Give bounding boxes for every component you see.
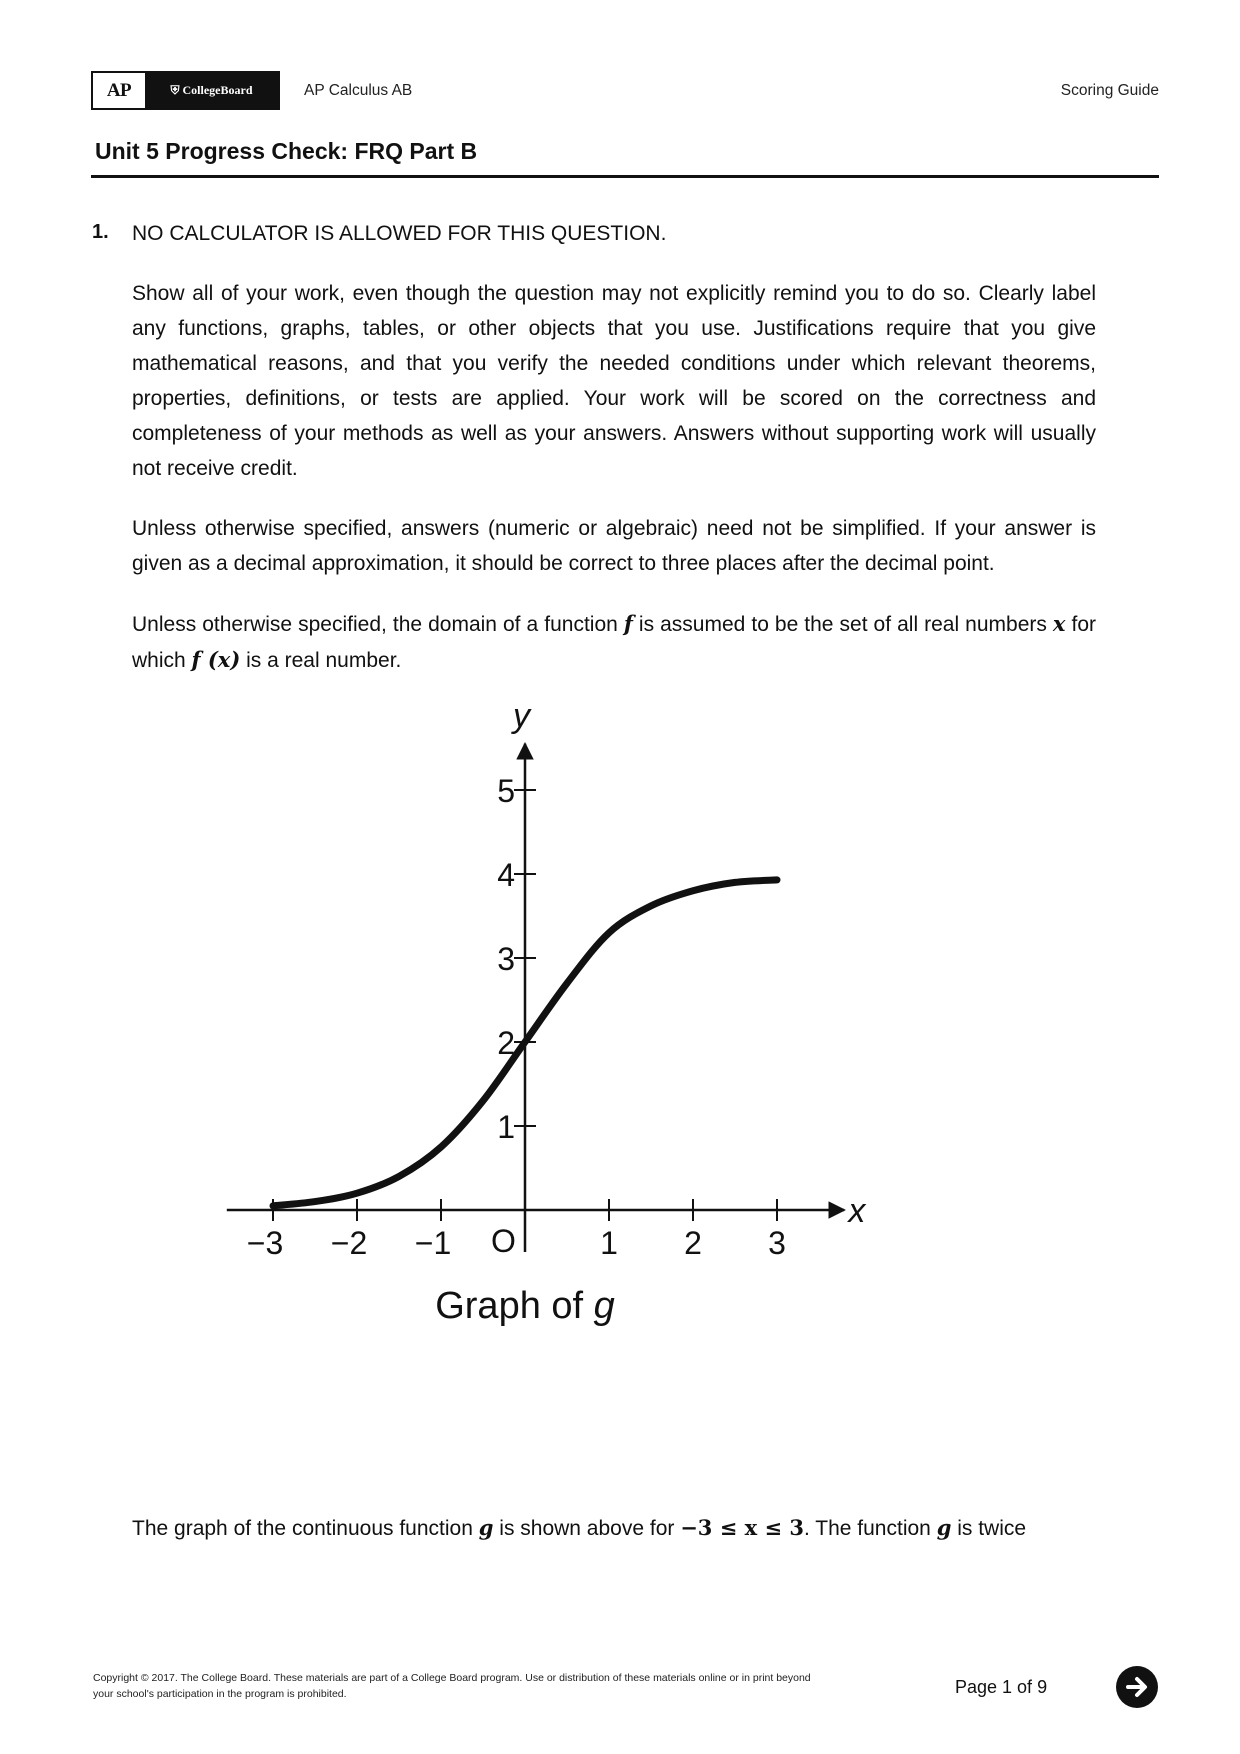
copyright-notice: Copyright © 2017. The College Board. These materials are part of a College Board program. Use or distribution of these materials online or in print beyond your school's participation in the program is prohibited. (93, 1672, 811, 1700)
title-divider (91, 175, 1159, 178)
graph-of-g (240, 697, 980, 1480)
body-text-a: The graph of the continuous function (132, 1517, 479, 1540)
instructions-paragraph-2: Unless otherwise specified, answers (numeric or algebraic) need not be simplified. If your answer is given as a decimal approximation, it should be correct to three places after the decimal point. (132, 517, 1096, 575)
page-header (91, 71, 1159, 111)
y-tick-label: 5 (497, 773, 515, 809)
x-axis-label: x (848, 1192, 866, 1230)
x-tick-label: 2 (684, 1225, 702, 1261)
scoring-guide-label: Scoring Guide (1060, 82, 1159, 99)
origin-label: O (491, 1223, 516, 1259)
x-tick-label: −3 (246, 1225, 284, 1261)
chart-title (435, 1285, 615, 1327)
math-g-2: g (936, 1515, 952, 1540)
collegeboard-logo-text: CollegeBoard (182, 83, 253, 97)
question-instructions (132, 216, 1096, 703)
y-tick-label: 1 (497, 1109, 515, 1145)
calculator-note: NO CALCULATOR IS ALLOWED FOR THIS QUESTION. (132, 222, 667, 245)
chart-title-g: g (593, 1285, 615, 1327)
y-tick-label: 3 (497, 941, 515, 977)
question-body (132, 1510, 1096, 1546)
body-text-d: is twice (951, 1517, 1027, 1540)
page-title: Unit 5 Progress Check: FRQ Part B (95, 138, 478, 164)
y-axis-label: y (513, 697, 530, 735)
chart-title-graph-of: Graph of (435, 1285, 594, 1327)
course-name: AP Calculus AB (304, 82, 413, 99)
collegeboard-logo (145, 73, 278, 108)
para3-text-b: is assumed to be the set of all real numbers (632, 613, 1053, 636)
shield-icon: ⛨ (170, 83, 180, 97)
x-tick-label: −2 (330, 1225, 368, 1261)
arrow-right-icon (1123, 1673, 1151, 1701)
para3-text-c: for which (132, 613, 1096, 672)
instructions-paragraph-1: Show all of your work, even though the question may not explicitly remind you to do so. Clearly label any functions, graphs, tables, or other objects that you use. Justifications require that you give mathematical reasons, and that you verify the needed conditions under which relevant theorems, properties, definitions, or tests are applied. Your work will be scored on the correctness and completeness of your methods as well as your answers. Answers without supporting work will usually not receive credit. (132, 282, 1096, 480)
page-number: Page 1 of 9 (955, 1677, 1048, 1697)
next-page-button[interactable] (1116, 1666, 1158, 1708)
x-tick-label: −1 (414, 1225, 452, 1261)
para3-text-a: Unless otherwise specified, the domain of a function (132, 613, 624, 636)
body-text-b: is shown above for (493, 1517, 681, 1540)
para3-text-d: is a real number. (240, 649, 402, 672)
instructions-paragraph-3 (132, 606, 1096, 678)
ap-collegeboard-logo (91, 71, 280, 110)
math-inequality: −3 ≤ x ≤ 3 (680, 1515, 804, 1540)
math-fx: f (x) (191, 647, 241, 672)
math-x: x (1052, 611, 1066, 636)
math-g-1: g (478, 1515, 494, 1540)
ap-logo: AP (93, 73, 145, 108)
x-tick-label: 3 (768, 1225, 786, 1261)
y-tick-label: 4 (497, 857, 515, 893)
y-tick-label: 2 (497, 1025, 515, 1061)
body-text-c: . The function (803, 1517, 937, 1540)
question-number: 1. (92, 221, 109, 243)
math-f: f (623, 611, 633, 636)
x-tick-label: 1 (600, 1225, 618, 1261)
